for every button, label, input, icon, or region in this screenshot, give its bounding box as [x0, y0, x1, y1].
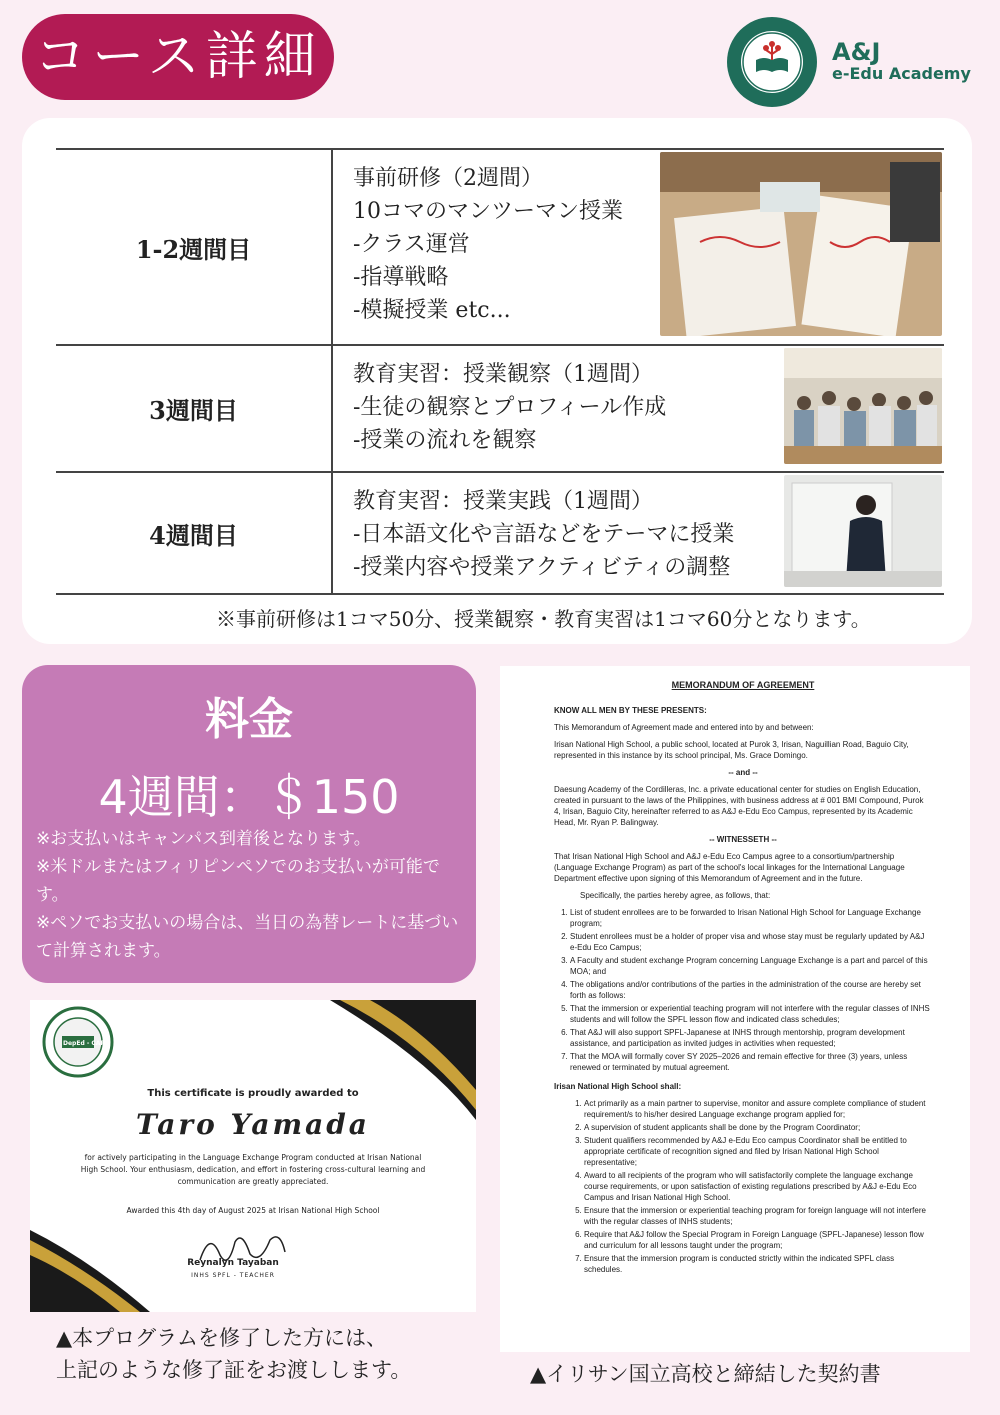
table-row: [56, 345, 944, 472]
brand-subtitle: e-Edu Academy: [832, 64, 971, 83]
session-note: ※事前研修は1コマ50分、授業観察・教育実習は1コマ60分となります。: [216, 607, 871, 631]
caption-line: 上記のような修了証をお渡しします。: [56, 1358, 412, 1382]
list-item: 3. A Faculty and student exchange Program concerning Language Exchange is a part and parcel of this MOA; and: [570, 955, 932, 977]
moa-that: That Irisan National High School and A&J e-Edu Eco Campus agree to a consortium/partnership (Language Exchange Program) as part of the school's local linkages for the International Language Department effective upon signing of this Memorandum of Agreement and in the future.: [554, 852, 905, 883]
moa-witnesseth: -- WITNESSETH --: [709, 835, 777, 844]
price-card: [22, 665, 476, 983]
teacher-photo: [784, 475, 942, 587]
list-item: 1. List of student enrollees are to be forwarded to Irisan National High School for Language Exchange program;: [570, 907, 932, 929]
moa-party1: Irisan National High School, a public school, located at Purok 3, Irisan, Naguillian Road, Baguio City, represented in this instance by its school principal, Ms. Grace Domingo.: [554, 740, 909, 760]
moa-party2: Daesung Academy of the Cordilleras, Inc. a private educational center for studies on English Education, created in pursuant to the laws of the Philippines, with business address at # 001 BMI Compound, Purok 4, Irisan, Baguio City, hereinafter referred to as A&J e-Edu Eco Campus, represented by its Academic Head, Mr. Ryan P. Balingway.: [554, 785, 924, 827]
desc-line: 10コマのマンツーマン授業: [353, 199, 623, 224]
certificate-caption: [56, 1322, 411, 1386]
cert-signer: Reynalyn Tayaban: [187, 1258, 279, 1268]
moa-inhs-list: [554, 1098, 932, 1275]
moa-know: KNOW ALL MEN BY THESE PRESENTS:: [554, 706, 707, 715]
list-item: 3. Student qualifiers recommended by A&J e-Edu Eco campus Coordinator shall be entitled to appropriate certificate of recognition signed and filed by Irisan National High School representative;: [584, 1135, 932, 1168]
price-note: ※米ドルまたはフィリピンペソでのお支払いが可能です。: [36, 857, 440, 905]
week-label: 1-2週間目: [56, 149, 332, 345]
academy-logo-icon: [726, 16, 818, 108]
price-note: ※ペソでお支払いの場合は、当日の為替レートに基づいて計算されます。: [36, 913, 459, 961]
page-title: コース詳細: [22, 14, 334, 100]
week-label: 3週間目: [56, 345, 332, 472]
desc-line: -生徒の観察とプロフィール作成: [353, 395, 667, 420]
list-item: 6. Require that A&J follow the Special Program in Foreign Language (SPFL-Japanese) lesson flow and curriculum for all lessons taught under the program;: [584, 1229, 932, 1251]
classroom-photo: [660, 152, 942, 336]
moa-list: [554, 907, 932, 1073]
price-note: ※お支払いはキャンパス到着後となります。: [36, 829, 371, 849]
desc-line: 教育実習：授業観察（1週間）: [353, 362, 653, 387]
desc-line: 教育実習：授業実践（1週間）: [353, 489, 653, 514]
price-title: 料金: [205, 694, 293, 745]
price-notes: [36, 825, 466, 965]
list-item: 7. Ensure that the immersion program is conducted strictly within the indicated SPFL class schedules.: [584, 1253, 932, 1275]
week-description: [332, 149, 944, 345]
week-label: 4週間目: [56, 472, 332, 594]
table-row: [56, 472, 944, 594]
desc-line: -授業の流れを観察: [353, 428, 537, 453]
caption-line: ▲本プログラムを修了した方には、: [56, 1326, 387, 1350]
week-description: [332, 472, 944, 594]
list-item: 2. A supervision of student applicants shall be done by the Program Coordinator;: [584, 1122, 932, 1133]
cert-body: for actively participating in the Language Exchange Program conducted at Irisan National High School. Your enthusiasm, dedication, and effort in fostering cross-cultural learning and communication are greatly appreciated.: [80, 1153, 426, 1186]
course-table: [56, 148, 944, 595]
list-item: 5. Ensure that the immersion or experiential teaching program for foreign language will not interfere with the regular classes of INHS students;: [584, 1205, 932, 1227]
desc-line: 事前研修（2週間）: [353, 166, 543, 191]
desc-line: -クラス運営: [353, 232, 470, 257]
list-item: 6. That A&J will also support SPFL-Japanese at INHS through mentorship, program development assistance, and participation as invited judges in activities when requested;: [570, 1027, 932, 1049]
moa-and: -- and --: [728, 768, 758, 777]
cert-date-line: Awarded this 4th day of August 2025 at Irisan National High School: [126, 1206, 380, 1215]
list-item: 4. The obligations and/or contributions of the parties in the administration of the course are hereby set forth as follows:: [570, 979, 932, 1001]
desc-line: -日本語文化や言語などをテーマに授業: [353, 522, 735, 547]
list-item: 5. That the immersion or experiential teaching program will not interfere with the regular classes of INHS students and will follow the SPFL lesson flow and indicated class schedules;: [570, 1003, 932, 1025]
moa-caption: ▲イリサン国立高校と締結した契約書: [530, 1362, 881, 1386]
price-value: 4週間：＄150: [98, 770, 400, 824]
week-description: [332, 345, 944, 472]
brand-name: A&J: [832, 38, 881, 66]
cert-signer-title: INHS SPFL - TEACHER: [191, 1272, 275, 1279]
moa-document: [500, 666, 970, 1352]
moa-specifically: Specifically, the parties hereby agree, as follows, that:: [580, 891, 771, 900]
certificate-image: [30, 1000, 476, 1312]
table-row: [56, 149, 944, 345]
cert-awarded-line: This certificate is proudly awarded to: [147, 1088, 359, 1099]
list-item: 7. That the MOA will formally cover SY 2025–2026 and remain effective for three (3) years, unless renewed or terminated by mutual agreement.: [570, 1051, 932, 1073]
moa-intro: This Memorandum of Agreement made and entered into by and between:: [554, 723, 814, 732]
desc-line: -指導戦略: [353, 265, 449, 290]
moa-inhs-heading: Irisan National High School shall:: [554, 1082, 682, 1091]
desc-line: -模擬授業 etc...: [353, 298, 511, 323]
cert-recipient-name: Taro Yamada: [136, 1108, 370, 1141]
seal-label: DepEd - CAR: [63, 1040, 106, 1047]
moa-heading: MEMORANDUM OF AGREEMENT: [671, 680, 815, 690]
students-photo: [784, 348, 942, 464]
list-item: 1. Act primarily as a main partner to supervise, monitor and assure complete compliance of student requirement/s to his/her desired Language exchange program applied for;: [584, 1098, 932, 1120]
list-item: 2. Student enrollees must be a holder of proper visa and whose stay must be regularly updated by A&J e-Edu Eco Campus;: [570, 931, 932, 953]
list-item: 4. Award to all recipients of the program who will satisfactorily complete the language exchange course requirements, or upon satisfaction of existing regulations prescribed by A&J e-Edu Eco Campus and Irisan National High School.: [584, 1170, 932, 1203]
desc-line: -授業内容や授業アクティビティの調整: [353, 555, 731, 580]
